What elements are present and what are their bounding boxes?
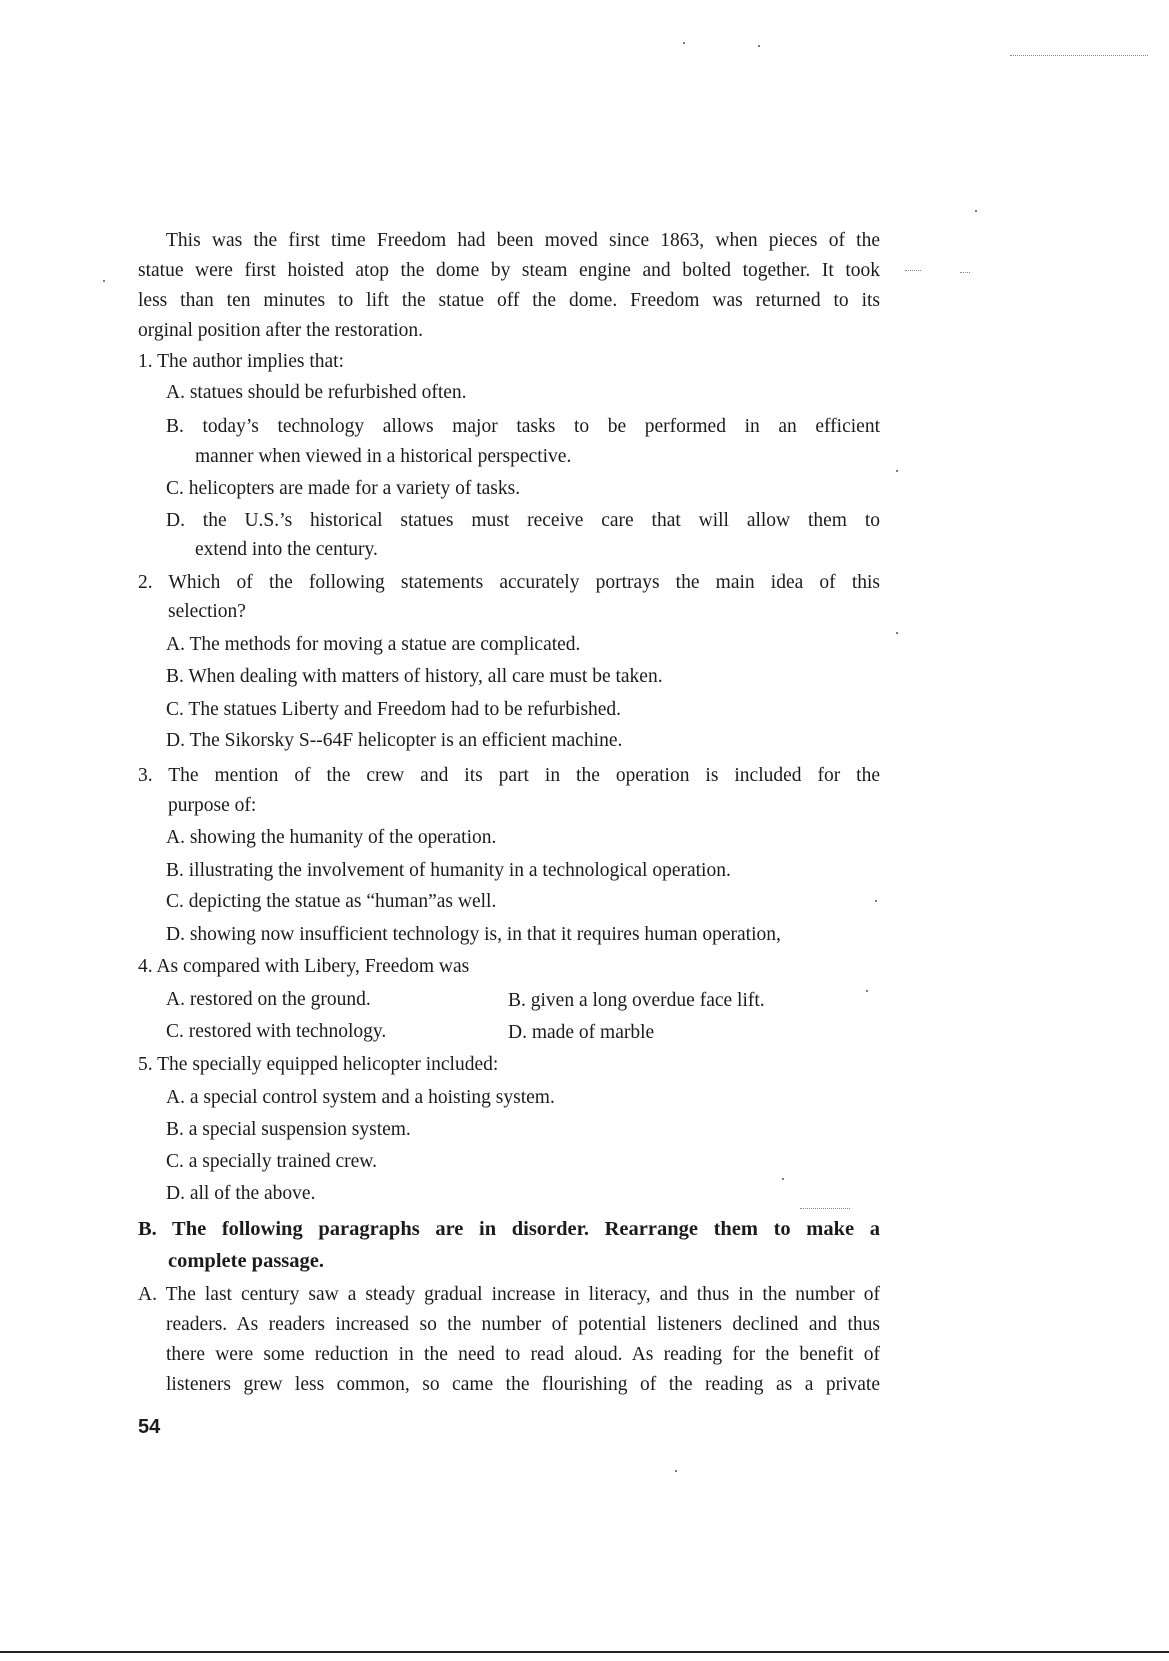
answer-option: B. today’s technology allows major tasks to be performed in an efficient	[166, 416, 880, 437]
question-stem: 1. The author implies that:	[138, 351, 344, 372]
scan-speck	[896, 470, 898, 472]
scan-speck	[782, 1178, 784, 1180]
scan-artifact	[800, 1208, 850, 1210]
section-heading: B. The following paragraphs are in disorder. Rearrange them to make a	[138, 1218, 880, 1240]
page-number: 54	[138, 1416, 161, 1438]
question-stem-continuation: selection?	[168, 601, 246, 622]
answer-option: B. a special suspension system.	[166, 1119, 411, 1140]
answer-option: A. showing the humanity of the operation.	[166, 827, 497, 848]
passage-line: orginal position after the restoration.	[138, 320, 424, 341]
answer-option: A. restored on the ground.	[166, 989, 371, 1010]
paragraph-line: listeners grew less common, so came the flourishing of the reading as a private	[166, 1374, 880, 1395]
scan-speck	[896, 632, 898, 634]
answer-option: C. restored with technology.	[166, 1021, 387, 1042]
answer-option: B. given a long overdue face lift.	[508, 990, 765, 1011]
paragraph-line: A. The last century saw a steady gradual increase in literacy, and thus in the number of	[138, 1284, 880, 1305]
scan-artifact	[960, 272, 970, 274]
answer-option: B. When dealing with matters of history, all care must be taken.	[166, 666, 663, 687]
answer-option: A. statues should be refurbished often.	[166, 382, 467, 403]
scan-speck	[683, 42, 685, 44]
page-bottom-edge	[0, 1651, 1169, 1653]
scan-speck	[975, 210, 977, 212]
answer-option: D. made of marble	[508, 1022, 655, 1043]
answer-option: D. the U.S.’s historical statues must receive care that will allow them to	[166, 510, 880, 531]
scan-artifact	[1010, 55, 1148, 57]
passage-line: This was the first time Freedom had been moved since 1863, when pieces of the	[166, 230, 880, 251]
answer-option-continuation: extend into the century.	[195, 539, 378, 560]
answer-option: D. all of the above.	[166, 1183, 316, 1204]
question-stem-continuation: purpose of:	[168, 795, 257, 816]
answer-option: D. The Sikorsky S--64F helicopter is an efficient machine.	[166, 730, 623, 751]
scan-speck	[875, 900, 877, 902]
answer-option: C. a specially trained crew.	[166, 1151, 377, 1172]
answer-option-continuation: manner when viewed in a historical perspective.	[195, 446, 572, 467]
question-stem: 4. As compared with Libery, Freedom was	[138, 956, 470, 977]
section-heading-continuation: complete passage.	[168, 1250, 325, 1272]
answer-option: C. depicting the statue as “human”as well.	[166, 891, 497, 912]
passage-line: less than ten minutes to lift the statue off the dome. Freedom was returned to its	[138, 290, 880, 311]
answer-option: A. a special control system and a hoisting system.	[166, 1087, 555, 1108]
question-stem: 3. The mention of the crew and its part in the operation is included for the	[138, 765, 880, 786]
answer-option: A. The methods for moving a statue are complicated.	[166, 634, 581, 655]
paragraph-line: there were some reduction in the need to read aloud. As reading for the benefit of	[166, 1344, 880, 1365]
answer-option: C. The statues Liberty and Freedom had to be refurbished.	[166, 699, 622, 720]
scan-speck	[675, 1470, 677, 1472]
question-stem: 5. The specially equipped helicopter included:	[138, 1054, 499, 1075]
scan-speck	[866, 990, 868, 992]
question-stem: 2. Which of the following statements accurately portrays the main idea of this	[138, 572, 880, 593]
paragraph-line: readers. As readers increased so the number of potential listeners declined and thus	[166, 1314, 880, 1335]
answer-option: B. illustrating the involvement of humanity in a technological operation.	[166, 860, 731, 881]
scan-artifact	[905, 270, 921, 272]
passage-line: statue were first hoisted atop the dome by steam engine and bolted together. It took	[138, 260, 880, 281]
scan-speck	[758, 45, 760, 47]
scan-speck	[103, 280, 105, 282]
answer-option: D. showing now insufficient technology is, in that it requires human operation,	[166, 924, 781, 945]
answer-option: C. helicopters are made for a variety of tasks.	[166, 478, 521, 499]
